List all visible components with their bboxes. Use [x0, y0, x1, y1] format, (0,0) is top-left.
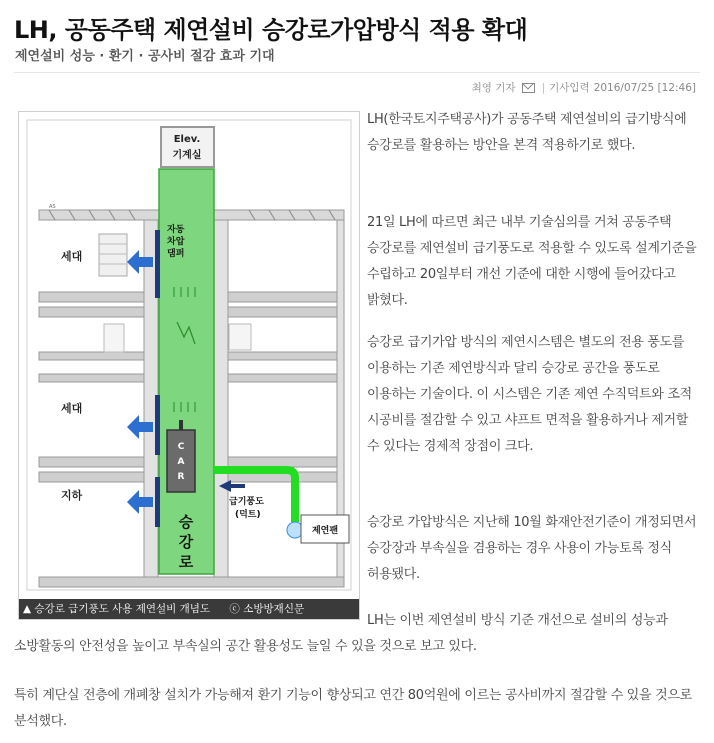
paragraph-5-text: LH는 이번 제연설비 방식 기준 개선으로 설비의 성능과 소방활동의 안전성을 높이고 부속실의 공간 활용성도 늘일 수 있을 것으로 보고 있다.: [14, 613, 668, 654]
fan-label: 제연팬: [311, 526, 339, 536]
smoke-control-diagram: [19, 112, 359, 599]
damper-label-1: 자동: [167, 225, 185, 235]
publish-date: 2016/07/25 [12:46]: [593, 81, 696, 94]
article-title: LH, 공동주택 제연설비 승강로가압방식 적용 확대: [14, 16, 528, 44]
paragraph-6: 특히 계단실 전층에 개폐창 설치가 가능해져 환기 기능이 향상되고 연간 80억원에 이르는 공사비까지 절감할 수 있을 것으로 분석했다.: [14, 688, 692, 729]
car-char-2: A: [177, 457, 185, 467]
car-char-3: R: [177, 472, 185, 482]
damper-label-2: 차압: [167, 237, 185, 247]
reporter-name[interactable]: 최영 기자: [471, 82, 516, 94]
date-label: 기사입력: [549, 82, 590, 94]
car-cable: [179, 420, 183, 430]
elev-label-en: Elev.: [173, 134, 201, 145]
mail-icon[interactable]: [522, 83, 535, 93]
caption-text: ▲ 승강로 급기풍도 사용 제연설비 개념도: [23, 603, 211, 615]
meta-separator: |: [541, 81, 546, 94]
floor-label-3: 지하: [61, 489, 83, 502]
floor-label-2: 세대: [61, 402, 83, 415]
paragraph-1: LH(한국토지주택공사)가 공동주택 제연설비의 급기방식에 승강로를 활용하는 방안을 본격 적용하기로 했다.: [367, 112, 687, 153]
unit-box-2: [104, 324, 124, 352]
unit-box-3: [229, 324, 251, 350]
article-subtitle: 제연설비 성능 · 환기 · 공사비 절감 효과 기대: [15, 49, 275, 64]
level-tag: AS: [49, 204, 56, 210]
paragraph-2: 21일 LH에 따르면 최근 내부 기술심의를 거쳐 공동주택 승강로를 제연설비 급기풍도로 적용할 수 있도록 설계기준을 수립하고 20일부터 개선 기준에 대한 시행에 들어갔다고 밝혔다.: [367, 215, 697, 308]
shaft-char-3: 로: [178, 553, 194, 571]
elev-label-ko: 기계실: [172, 150, 202, 161]
floor-label-1: 세대: [61, 250, 83, 263]
car-char-1: C: [177, 442, 185, 452]
unit-box: [99, 234, 127, 276]
paragraph-5: [14, 608, 700, 660]
duct-label-2: (덕트): [235, 510, 261, 520]
article-figure: [18, 111, 360, 620]
caption-credit: ⓒ 소방방재신문: [229, 603, 305, 615]
paragraph-3: 승강로 급기가압 방식의 제연시스템은 별도의 전용 풍도를 이용하는 기존 제연방식과 달리 승강로 공간을 풍도로 이용하는 기술이다. 이 시스템은 기존 제연 수직덕트와 조적 시공비를 절감할 수 있고 샤프트 면적을 활용하거나 제거할 수 있다는 경제적 장점이 크다.: [367, 335, 692, 454]
paragraph-4: 승강로 가압방식은 지난해 10월 화재안전기준이 개정되면서 승강장과 부속실을 겸용하는 경우 사용이 가능토록 정식 허용됐다.: [367, 515, 697, 582]
title-divider: [14, 72, 700, 73]
machine-room: [161, 127, 214, 167]
shaft-char-2: 강: [178, 533, 194, 551]
duct-label-1: 급기풍도: [229, 497, 264, 507]
duct-arrow-tail: [231, 484, 245, 488]
article-meta: [472, 80, 696, 95]
shaft-char-1: 승: [178, 513, 194, 531]
damper-label-3: 댐퍼: [167, 249, 185, 259]
